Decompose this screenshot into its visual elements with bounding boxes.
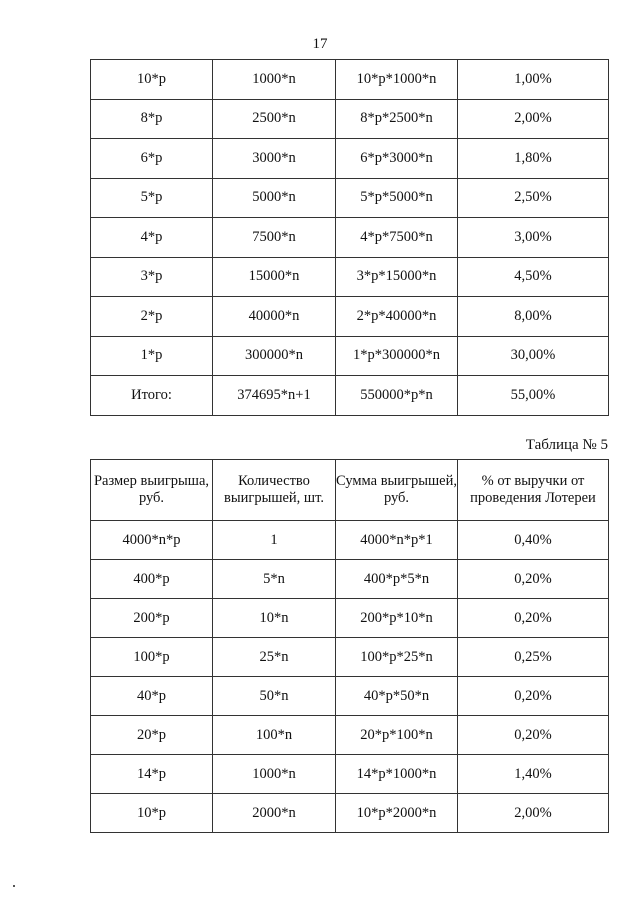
table-cell: 40000*n [213,297,336,337]
header-revenue-percent: % от выручки от проведения Лотереи [458,460,609,521]
table-row [91,599,609,638]
table-cell: 3*р*15000*n [336,257,458,297]
table-cell: 3*р [91,257,213,297]
header-prize-sum: Сумма выигрышей, руб. [336,460,458,521]
table-row [91,638,609,677]
table-cell: 3,00% [458,218,609,258]
table-cell: 2000*n [213,794,336,833]
table-cell: 1 [213,521,336,560]
table-cell: 5000*n [213,178,336,218]
table-cell: 20*р [91,716,213,755]
table-cell: 0,25% [458,638,609,677]
table-cell: 2*р [91,297,213,337]
table-row [91,677,609,716]
table-cell: 5*р*5000*n [336,178,458,218]
table-cell: 1*р*300000*n [336,336,458,376]
table-row [91,60,609,100]
table-cell: 25*n [213,638,336,677]
table-cell: 0,20% [458,560,609,599]
table-row [91,178,609,218]
table-row [91,99,609,139]
table-cell: 4,50% [458,257,609,297]
table-cell: 100*р*25*n [336,638,458,677]
table-cell: 8*р [91,99,213,139]
table-cell: 15000*n [213,257,336,297]
table-cell: 5*n [213,560,336,599]
table-cell: 50*n [213,677,336,716]
table-cell: 7500*n [213,218,336,258]
table-cell: 0,20% [458,677,609,716]
table-cell: 100*n [213,716,336,755]
prize-table-continued [90,59,609,416]
table-cell: 40*р [91,677,213,716]
table-cell: 0,20% [458,599,609,638]
table-cell: 1000*n [213,60,336,100]
table-row [91,716,609,755]
table-cell: 6*р [91,139,213,179]
table-row [91,560,609,599]
scan-speck [13,885,15,887]
table-cell: 5*р [91,178,213,218]
table-caption: Таблица № 5 [525,437,608,453]
table-cell: 2,00% [458,794,609,833]
table-row [91,521,609,560]
table-cell: 10*р [91,794,213,833]
page-number: 17 [312,36,328,52]
table-row [91,257,609,297]
table-cell: 2,50% [458,178,609,218]
table-cell: 400*р*5*n [336,560,458,599]
table-cell: 20*р*100*n [336,716,458,755]
table-cell: 200*р [91,599,213,638]
table-cell: Итого: [91,376,213,416]
table-row [91,755,609,794]
table-cell: 14*р*1000*n [336,755,458,794]
table-cell: 1,00% [458,60,609,100]
table-cell: 8,00% [458,297,609,337]
prize-table-5 [90,459,609,833]
table-cell: 2*р*40000*n [336,297,458,337]
table-cell: 1000*n [213,755,336,794]
table-cell: 1*р [91,336,213,376]
table-cell: 10*n [213,599,336,638]
header-prize-size: Размер выигрыша, руб. [91,460,213,521]
table-cell: 200*р*10*n [336,599,458,638]
table-row [91,336,609,376]
table-cell: 14*р [91,755,213,794]
table-cell: 3000*n [213,139,336,179]
table-header-row [91,460,609,521]
table-cell: 4000*n*р*1 [336,521,458,560]
table-cell: 1,40% [458,755,609,794]
table-cell: 8*р*2500*n [336,99,458,139]
table-cell: 10*р [91,60,213,100]
table-row [91,297,609,337]
table-cell: 55,00% [458,376,609,416]
table-row [91,139,609,179]
table-cell: 0,20% [458,716,609,755]
prize-table-continued-body [91,60,609,416]
prize-table-5-body [91,460,609,833]
table-row [91,218,609,258]
table-cell: 400*р [91,560,213,599]
table-cell: 550000*р*n [336,376,458,416]
table-cell: 4*р [91,218,213,258]
table-cell: 4000*n*р [91,521,213,560]
table-cell: 300000*n [213,336,336,376]
table-cell: 6*р*3000*n [336,139,458,179]
table-cell: 100*р [91,638,213,677]
table-cell: 30,00% [458,336,609,376]
table-cell: 1,80% [458,139,609,179]
table-cell: 4*р*7500*n [336,218,458,258]
table-cell: 374695*n+1 [213,376,336,416]
table-cell: 0,40% [458,521,609,560]
table-row [91,794,609,833]
header-prize-count: Количество выигрышей, шт. [213,460,336,521]
table-cell: 10*р*2000*n [336,794,458,833]
table-cell: 2500*n [213,99,336,139]
table-row [91,376,609,416]
table-cell: 10*р*1000*n [336,60,458,100]
table-cell: 40*р*50*n [336,677,458,716]
table-cell: 2,00% [458,99,609,139]
